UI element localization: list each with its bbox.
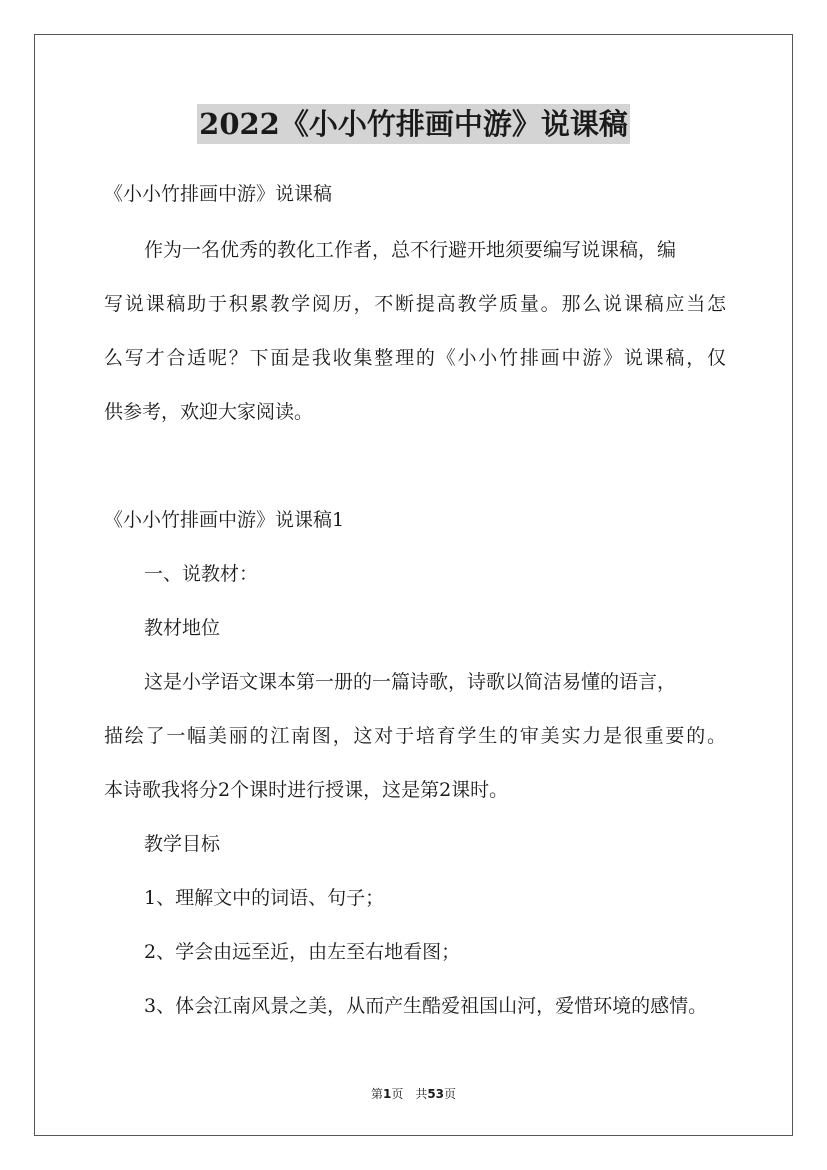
intro-line-4: 供参考，欢迎大家阅读。 <box>104 401 314 423</box>
document-subtitle: 《小小竹排画中游》说课稿 <box>104 183 333 205</box>
intro-line-1: 作为一名优秀的教化工作者，总不行避开地须要编写说课稿，编 <box>144 239 677 261</box>
body-line-3: 本诗歌我将分2个课时进行授课，这是第2课时。 <box>104 779 509 801</box>
heading-teaching-material: 一、说教材： <box>144 563 259 585</box>
body-line-1: 这是小学语文课本第一册的一篇诗歌，诗歌以简洁易懂的语言， <box>144 671 677 693</box>
footer-page-suffix: 页 <box>444 1087 457 1101</box>
goal-item-3: 3、体会江南风景之美，从而产生酷爱祖国山河，爱惜环境的感情。 <box>144 995 708 1017</box>
body-line-2: 描绘了一幅美丽的江南图，这对于培育学生的审美实力是很重要的。 <box>104 725 726 747</box>
footer-page-mid: 页 共 <box>391 1087 428 1101</box>
goal-item-1: 1、理解文中的词语、句子； <box>144 887 385 909</box>
title-container <box>0 104 827 144</box>
document-title: 2022《小小竹排画中游》说课稿 <box>197 104 630 144</box>
footer-total-pages: 53 <box>427 1087 445 1101</box>
intro-line-3: 么写才合适呢？下面是我收集整理的《小小竹排画中游》说课稿，仅 <box>104 347 726 369</box>
footer-page-number: 1 <box>382 1087 392 1101</box>
page-footer <box>0 1085 827 1102</box>
goal-item-2: 2、学会由远至近，由左至右地看图； <box>144 941 461 963</box>
heading-teaching-goals: 教学目标 <box>144 833 221 855</box>
section-title: 《小小竹排画中游》说课稿1 <box>104 509 345 531</box>
heading-material-status: 教材地位 <box>144 617 221 639</box>
footer-page-prefix: 第 <box>370 1087 383 1101</box>
intro-line-2: 写说课稿助于积累教学阅历，不断提高教学质量。那么说课稿应当怎 <box>104 293 726 315</box>
